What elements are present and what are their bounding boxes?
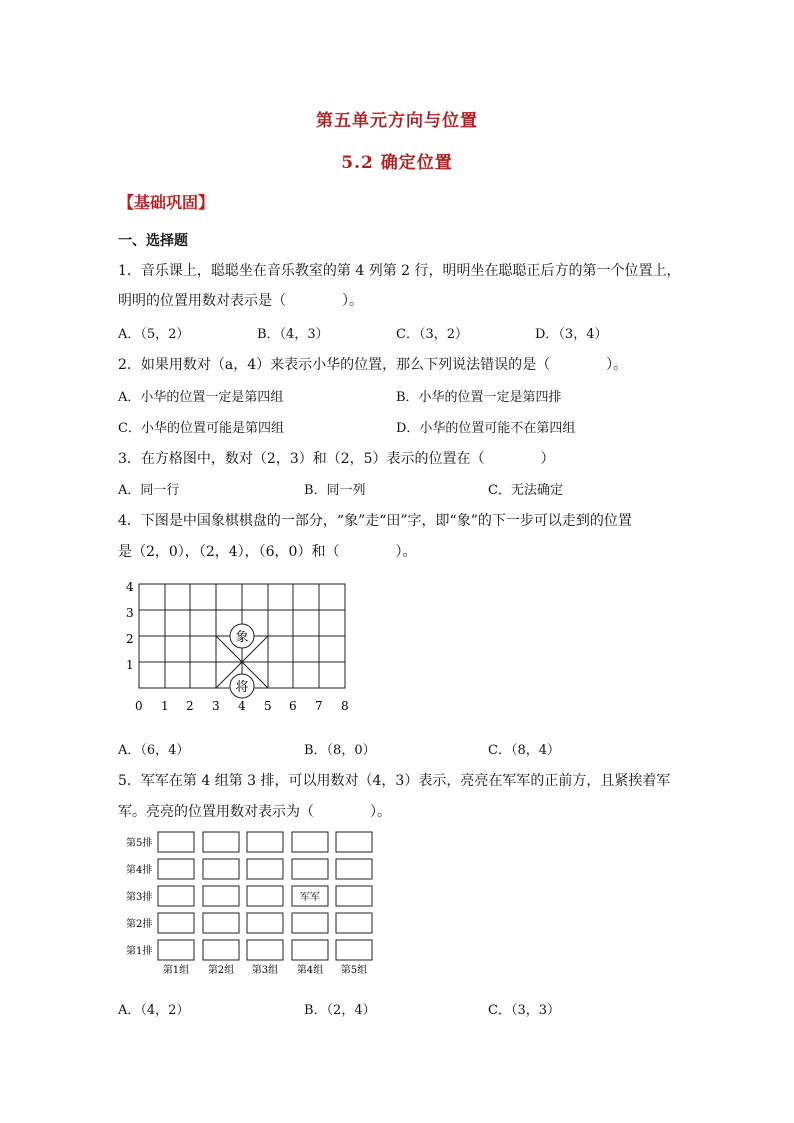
question-type-heading: 一、选择题 xyxy=(118,233,188,249)
q5-option-c[interactable]: C．（3，3） xyxy=(488,1003,560,1018)
seat xyxy=(158,832,194,852)
x-tick-3: 3 xyxy=(212,699,220,713)
seat xyxy=(336,913,372,933)
q3-option-b[interactable]: B．同一列 xyxy=(304,483,366,498)
q5-option-a[interactable]: A．（4，2） xyxy=(118,1003,190,1018)
seat xyxy=(247,940,283,960)
x-tick-1: 1 xyxy=(161,699,169,713)
q2-option-a[interactable]: A．小华的位置一定是第四组 xyxy=(118,390,284,405)
q5-text-line1: 5．军军在第 4 组第 3 排，可以用数对（4，3）表示，亮亮在军军的正前方，且紧挨着军 xyxy=(118,773,671,789)
seat xyxy=(292,832,328,852)
column-labels xyxy=(163,963,367,976)
row-labels xyxy=(126,836,152,957)
seat xyxy=(203,832,239,852)
seat xyxy=(336,859,372,879)
seat xyxy=(158,886,194,906)
col-label-5: 第5组 xyxy=(340,965,368,976)
general-piece xyxy=(230,674,254,698)
seat xyxy=(336,940,372,960)
row-label-2: 第2排 xyxy=(126,919,153,930)
seat xyxy=(247,832,283,852)
row-label-5: 第5排 xyxy=(126,838,153,849)
q2-option-c[interactable]: C．小华的位置可能是第四组 xyxy=(118,421,284,436)
row-label-4: 第4排 xyxy=(126,865,153,876)
q3-option-a[interactable]: A．同一行 xyxy=(118,483,180,498)
seat xyxy=(158,940,194,960)
q1-text-line1: 1．音乐课上，聪聪坐在音乐教室的第 4 列第 2 行，明明坐在聪聪正后方的第一个位置上， xyxy=(118,263,681,279)
x-tick-8: 8 xyxy=(341,699,349,713)
x-tick-2: 2 xyxy=(186,699,194,713)
y-tick-4: 4 xyxy=(126,580,134,594)
elephant-piece-label: 象 xyxy=(235,630,249,645)
chess-board-figure xyxy=(118,570,368,720)
seat xyxy=(203,913,239,933)
y-tick-3: 3 xyxy=(126,606,134,620)
seat xyxy=(247,886,283,906)
col-label-1: 第1组 xyxy=(162,965,190,976)
row-label-1: 第1排 xyxy=(126,946,153,957)
col-label-4: 第4组 xyxy=(296,965,324,976)
q1-option-b[interactable]: B．（4，3） xyxy=(257,327,329,342)
q4-option-b[interactable]: B．（8，0） xyxy=(304,743,376,758)
q2-option-d[interactable]: D．小华的位置可能不在第四组 xyxy=(396,421,576,436)
q2-option-b[interactable]: B．小华的位置一定是第四排 xyxy=(396,390,562,405)
y-tick-1: 1 xyxy=(126,658,134,672)
q5-text-line2: 军。亮亮的位置用数对表示为（ ）。 xyxy=(118,804,391,820)
row-label-3: 第3排 xyxy=(126,892,153,903)
q2-text-line1: 2．如果用数对（a，4）来表示小华的位置，那么下列说法错误的是（ ）。 xyxy=(118,357,628,373)
seat xyxy=(158,859,194,879)
seat xyxy=(292,859,328,879)
seat xyxy=(247,913,283,933)
seat xyxy=(158,913,194,933)
q1-option-a[interactable]: A．（5，2） xyxy=(118,327,190,342)
x-tick-0: 0 xyxy=(135,699,143,713)
x-tick-5: 5 xyxy=(264,699,272,713)
col-label-3: 第3组 xyxy=(251,965,279,976)
x-tick-7: 7 xyxy=(315,699,323,713)
seat xyxy=(336,832,372,852)
page-subtitle: 5.2 确定位置 xyxy=(341,153,453,173)
x-tick-4: 4 xyxy=(238,699,246,713)
x-tick-6: 6 xyxy=(289,699,297,713)
seat-junjun-label: 军军 xyxy=(300,892,320,903)
seat xyxy=(203,940,239,960)
q1-text-line2: 明明的位置用数对表示是（ ）。 xyxy=(118,293,363,309)
general-piece-label: 将 xyxy=(235,680,249,695)
q3-option-c[interactable]: C．无法确定 xyxy=(488,483,563,498)
q4-text-line1: 4．下图是中国象棋棋盘的一部分，“象”走“田”字，即“象”的下一步可以走到的位置 xyxy=(118,513,632,529)
y-tick-2: 2 xyxy=(126,632,134,646)
seat xyxy=(336,886,372,906)
page-title: 第五单元方向与位置 xyxy=(316,111,478,131)
q3-text-line1: 3．在方格图中，数对（2，3）和（2，5）表示的位置在（ ） xyxy=(118,451,555,467)
q4-option-c[interactable]: C．（8，4） xyxy=(488,743,560,758)
elephant-piece xyxy=(230,624,254,648)
q4-option-a[interactable]: A．（6，4） xyxy=(118,743,190,758)
q5-option-b[interactable]: B．（2，4） xyxy=(304,1003,376,1018)
q1-option-d[interactable]: D．（3，4） xyxy=(535,327,608,342)
seat xyxy=(292,913,328,933)
seat xyxy=(292,940,328,960)
q4-text-line2: 是（2，0），（2，4），（6，0）和（ ）。 xyxy=(118,544,417,560)
section-label: 【基础巩固】 xyxy=(118,193,215,212)
col-label-2: 第2组 xyxy=(207,965,235,976)
seat xyxy=(203,886,239,906)
seat-grid xyxy=(158,832,372,960)
q1-option-c[interactable]: C．（3，2） xyxy=(396,327,468,342)
seat xyxy=(247,859,283,879)
seating-chart-figure xyxy=(118,825,388,980)
seat xyxy=(203,859,239,879)
